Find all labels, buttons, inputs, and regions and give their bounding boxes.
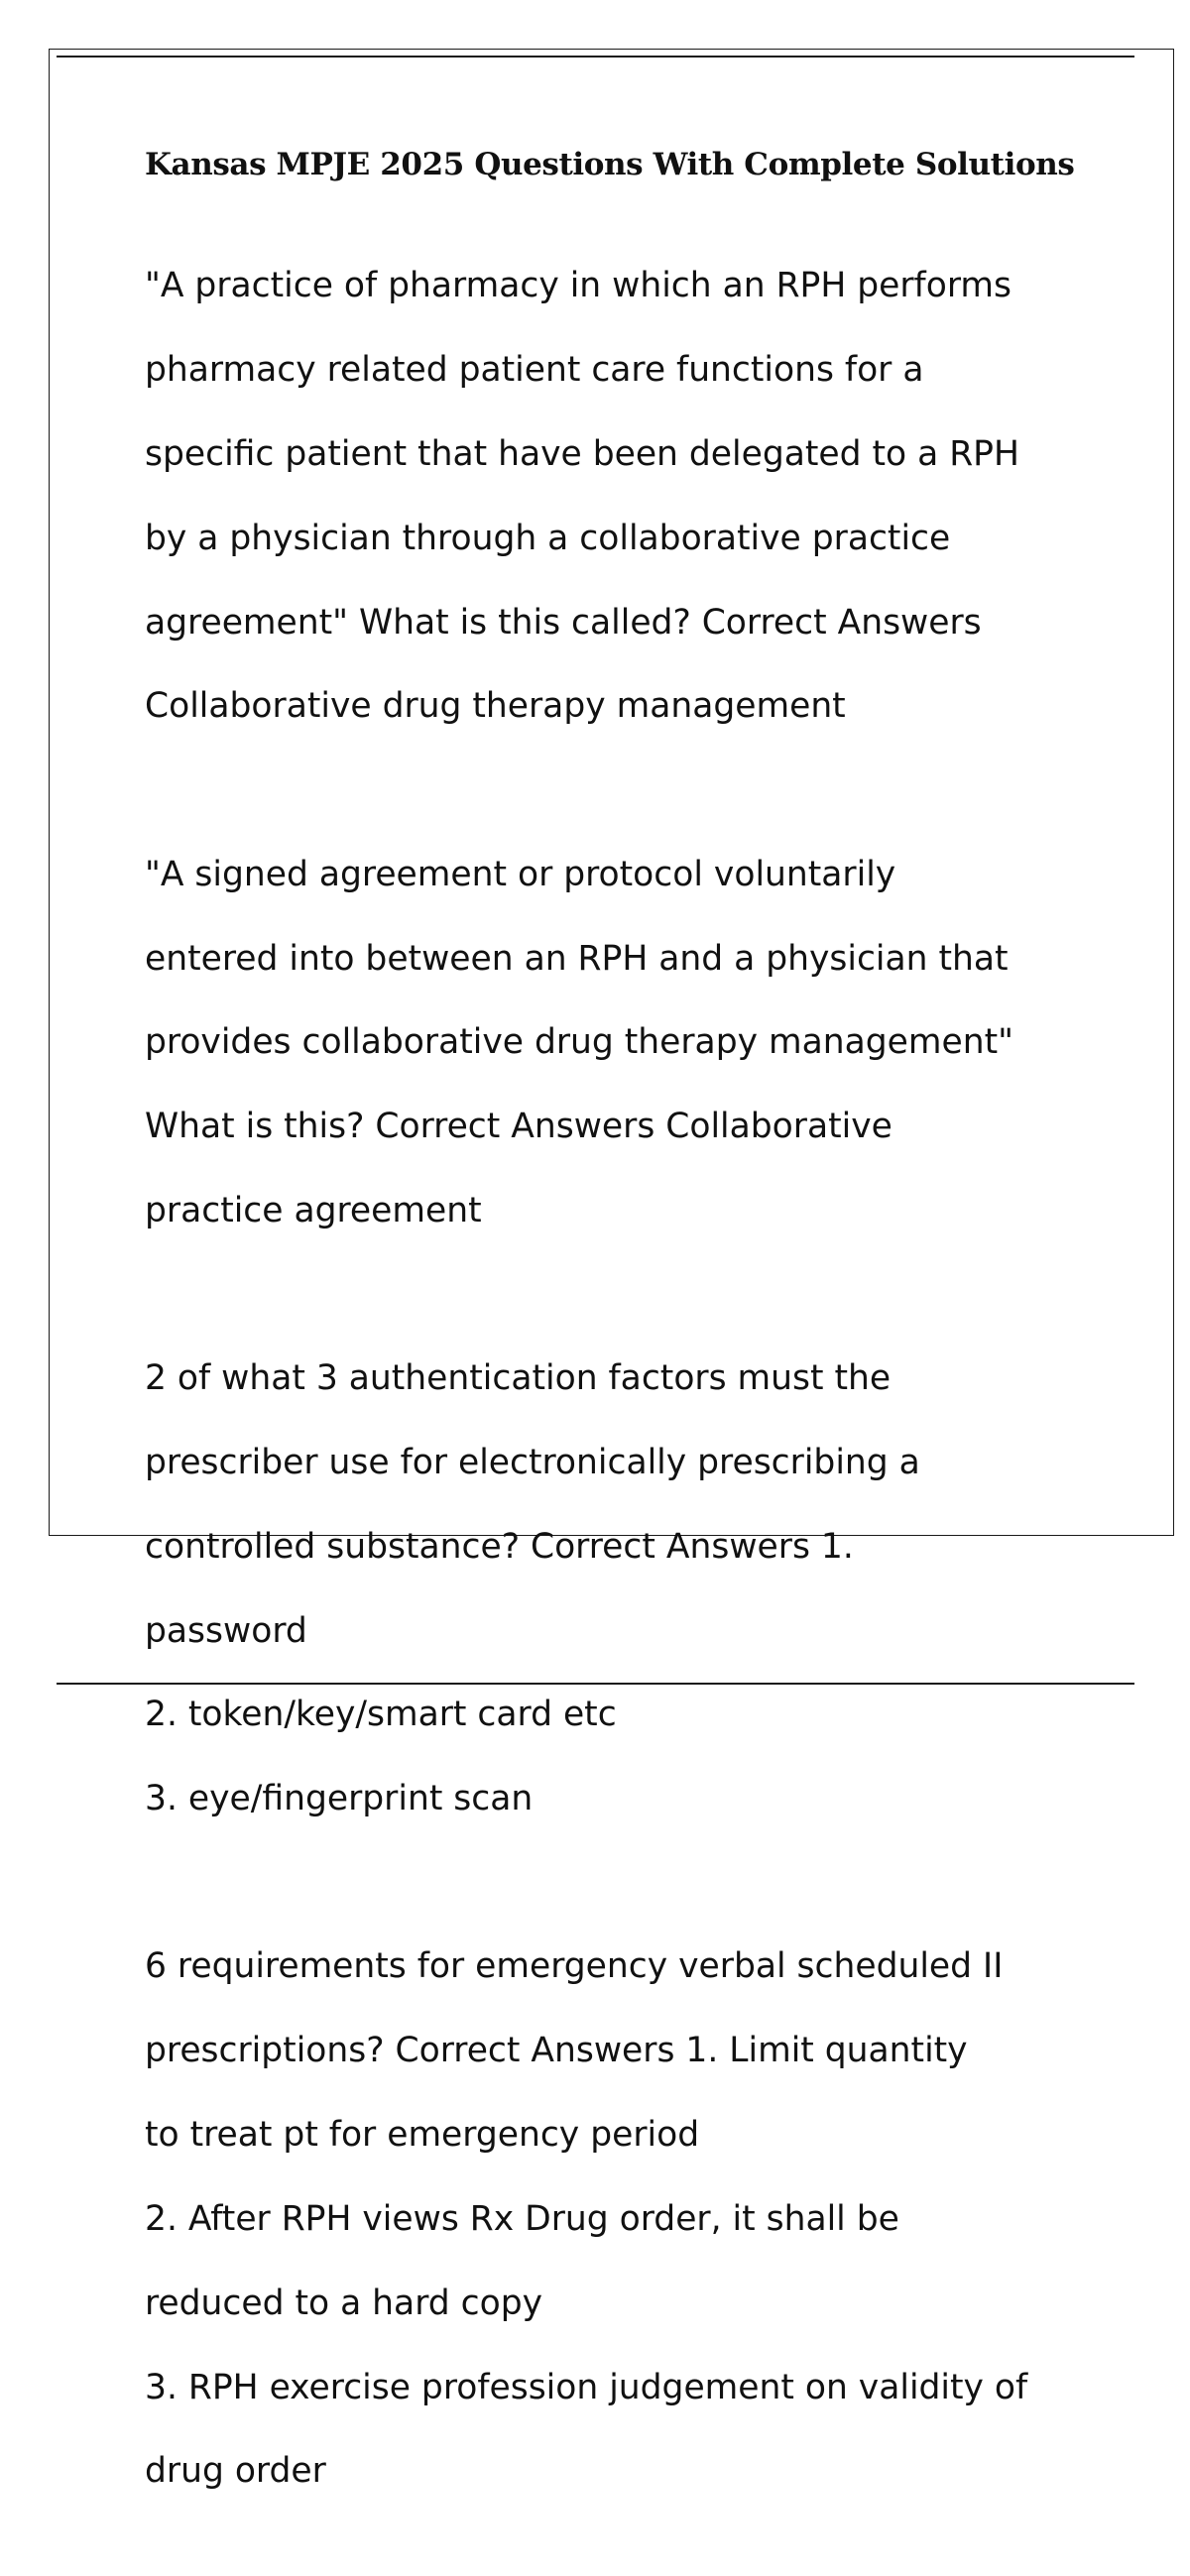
qa-line: entered into between an RPH and a physician that	[145, 938, 1009, 979]
qa-line: 2. After RPH views Rx Drug order, it shall be	[145, 2198, 899, 2239]
qa-line: 2. token/key/smart card etc	[145, 1695, 617, 1735]
qa-line: 2 of what 3 authentication factors must the	[145, 1358, 892, 1399]
qa-entry-3	[145, 1316, 1087, 1862]
qa-line: Collaborative drug therapy management	[145, 686, 846, 727]
qa-line: reduced to a hard copy	[145, 2283, 543, 2323]
qa-line: provides collaborative drug therapy management"	[145, 1022, 1013, 1063]
qa-line: prescriber use for electronically prescribing a	[145, 1442, 920, 1482]
qa-line: password	[145, 1610, 307, 1651]
qa-line: "A signed agreement or protocol voluntarily	[145, 854, 896, 894]
document-title: Kansas MPJE 2025 Questions With Complete Solutions	[145, 147, 1075, 182]
qa-line: agreement" What is this called? Correct Answers	[145, 602, 982, 643]
qa-line: prescriptions? Correct Answers 1. Limit quantity	[145, 2031, 968, 2071]
qa-line: controlled substance? Correct Answers 1.	[145, 1526, 854, 1567]
qa-line: by a physician through a collaborative practice	[145, 518, 951, 558]
qa-line: specific patient that have been delegated to a RPH	[145, 434, 1019, 475]
qa-entry-2	[145, 811, 1087, 1273]
qa-line: "A practice of pharmacy in which an RPH performs	[145, 266, 1012, 306]
top-rule	[57, 56, 1134, 58]
qa-line: pharmacy related patient care functions for a	[145, 350, 924, 391]
qa-line: drug order	[145, 2451, 326, 2492]
qa-line: 3. RPH exercise profession judgement on validity of	[145, 2367, 1028, 2407]
qa-line: 3. eye/fingerprint scan	[145, 1779, 534, 1819]
qa-line: 6 requirements for emergency verbal scheduled II	[145, 1946, 1004, 1987]
document-body	[145, 144, 1087, 2576]
qa-entry-4	[145, 1904, 1087, 2534]
qa-line: What is this? Correct Answers Collaborative	[145, 1107, 892, 1147]
qa-entry-1	[145, 223, 1087, 769]
qa-line: practice agreement	[145, 1190, 482, 1230]
qa-line: to treat pt for emergency period	[145, 2115, 700, 2156]
